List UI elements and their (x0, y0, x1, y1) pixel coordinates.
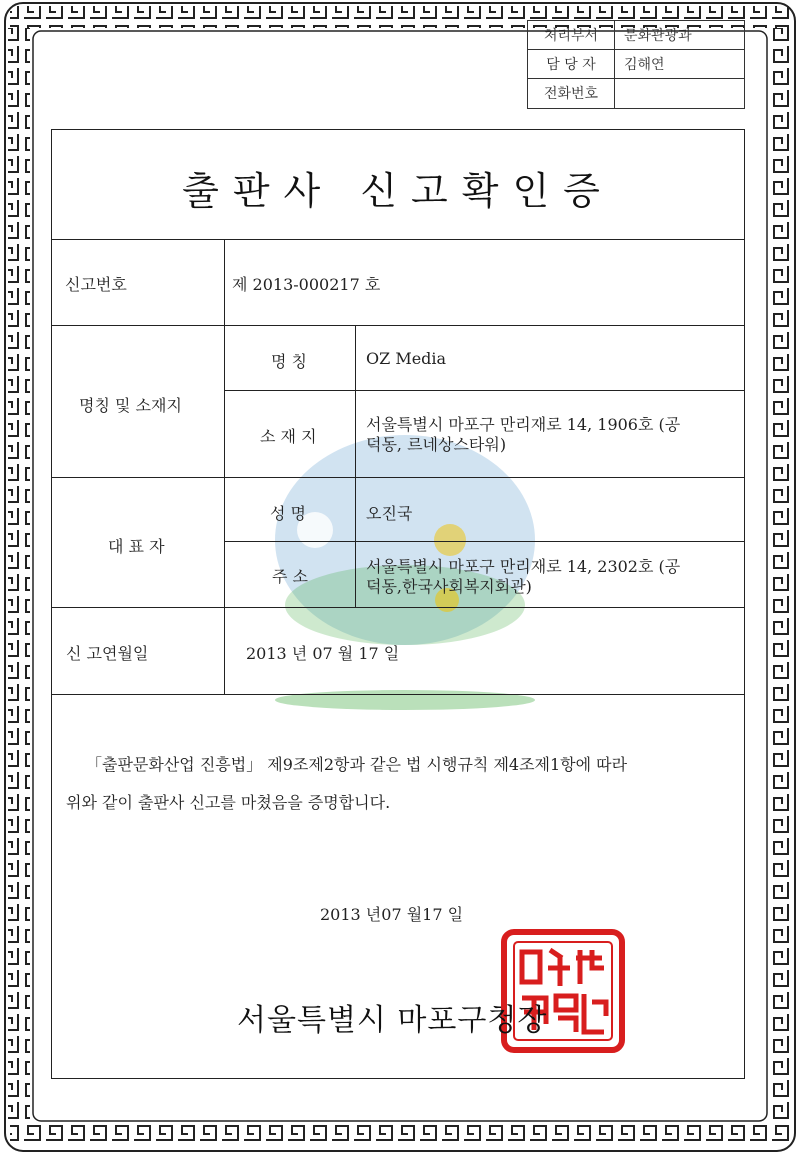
representative-name-value: 오진국 (366, 504, 413, 523)
statement-line2: 위와 같이 출판사 신고를 마쳤음을 증명합니다. (66, 793, 391, 812)
representative-address-line2: 덕동,한국사회복지회관) (366, 577, 532, 596)
officer-label: 담 당 자 (546, 57, 596, 73)
statement-line1: 「출판문화산업 진흥법」 제9조제2항과 같은 법 시행규칙 제4조제1항에 따라 (86, 755, 628, 774)
business-address-line2: 덕동, 르네상스타워) (366, 435, 507, 454)
processing-info-box (527, 20, 745, 109)
officer-row (528, 50, 744, 79)
registration-value: 제 2013-000217 호 (232, 275, 381, 294)
department-row (528, 21, 744, 50)
department-label: 처리부서 (543, 28, 599, 44)
representative-address-label: 주 소 (272, 567, 308, 586)
business-address-line1: 서울특별시 마포구 만리재로 14, 1906호 (공 (366, 415, 681, 434)
business-name-label: 명 칭 (271, 352, 307, 371)
phone-row (528, 79, 744, 108)
officer-value: 김해연 (624, 57, 665, 73)
phone-label: 전화번호 (543, 86, 599, 102)
issuer-name: 서울특별시 마포구청장 (237, 1003, 548, 1038)
representative-address-line1: 서울특별시 마포구 만리재로 14, 2302호 (공 (366, 557, 681, 576)
business-name-value: OZ Media (366, 349, 447, 368)
representative-name-label: 성 명 (270, 504, 306, 523)
registration-label: 신고번호 (65, 275, 127, 294)
certificate-title: 출판사 신고확인증 (182, 169, 614, 213)
department-value: 문화관광과 (624, 28, 692, 44)
report-date-value: 2013 년 07 월 17 일 (246, 644, 400, 663)
report-date-label: 신 고연월일 (66, 644, 149, 663)
business-address-label: 소 재 지 (260, 427, 317, 446)
name-location-label: 명칭 및 소재지 (79, 396, 182, 415)
representative-label: 대 표 자 (108, 537, 165, 556)
issue-date: 2013 년07 월17 일 (320, 905, 464, 924)
